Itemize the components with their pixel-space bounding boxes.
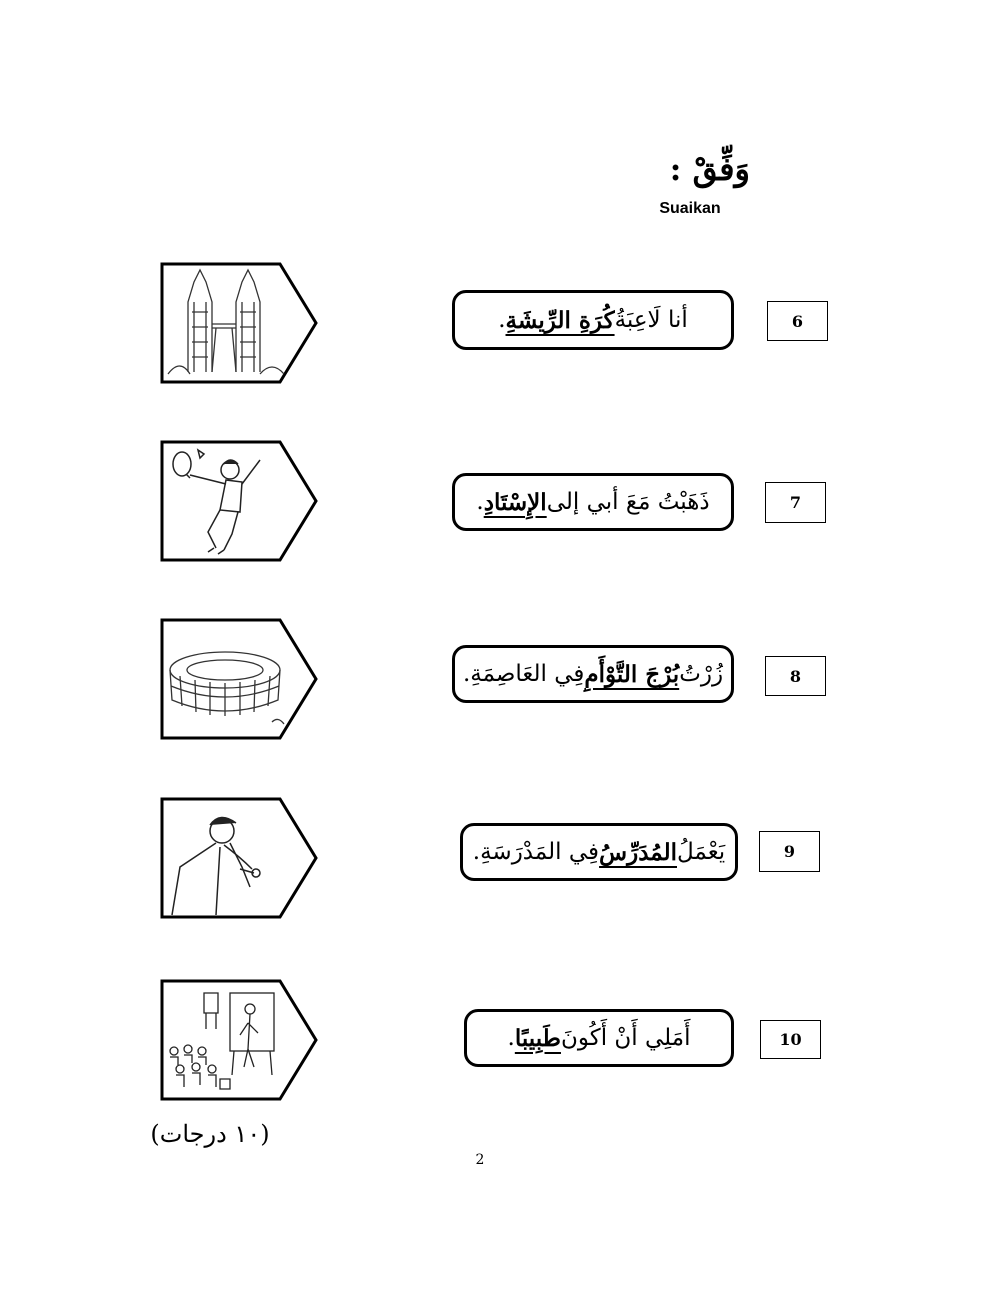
picture-card-doctor[interactable] xyxy=(160,797,320,919)
answer-box-8[interactable]: 8 xyxy=(765,656,826,696)
picture-card-twin-towers[interactable] xyxy=(160,262,320,384)
stadium-icon xyxy=(160,618,320,740)
sentence-box-10[interactable] xyxy=(464,1009,734,1067)
sentence-keyword: بُرْجَ التَّوْأَمِ xyxy=(584,660,680,688)
sentence-part: . xyxy=(476,489,484,515)
score-label: (١٠ درجات) xyxy=(150,1120,270,1148)
sentence-keyword: الإِسْتَادِ xyxy=(483,488,547,516)
page-title: وَفِّقْ : xyxy=(669,150,750,188)
sentence-part: زُرْتُ xyxy=(679,661,724,687)
sentence-box-8[interactable] xyxy=(452,645,734,703)
page-subtitle: Suaikan xyxy=(659,200,721,217)
picture-card-classroom[interactable] xyxy=(160,979,320,1101)
answer-box-10[interactable]: 10 xyxy=(760,1020,821,1059)
sentence-part: يَعْمَلُ xyxy=(677,839,726,865)
sentence-part: . xyxy=(507,1025,515,1051)
sentence-keyword: المُدَرِّسُ xyxy=(599,838,677,866)
answer-box-7[interactable]: 7 xyxy=(765,482,826,523)
teacher-classroom-icon xyxy=(160,979,320,1101)
sentence-box-6[interactable] xyxy=(452,290,734,350)
sentence-box-7[interactable] xyxy=(452,473,734,531)
sentence-part: . xyxy=(498,307,506,333)
doctor-icon xyxy=(160,797,320,919)
page-number: 2 xyxy=(475,1152,485,1168)
sentence-part: فِي العَاصِمَةِ. xyxy=(462,661,585,687)
sentence-part: أَمَلِي أَنْ أَكُونَ xyxy=(560,1025,691,1051)
sentence-part: فِي المَدْرَسَةِ. xyxy=(472,839,600,865)
sentence-box-9[interactable] xyxy=(460,823,738,881)
sentence-keyword: طَبِيبًا xyxy=(514,1024,561,1052)
sentence-keyword: كُرَةِ الرِّيشَةِ xyxy=(505,306,615,334)
sentence-part: ذَهَبْتُ مَعَ أبي إلى xyxy=(546,489,710,515)
twin-towers-icon xyxy=(160,262,320,384)
sentence-part: أنا لَاعِبَةُ xyxy=(614,307,688,333)
picture-card-stadium[interactable] xyxy=(160,618,320,740)
answer-box-9[interactable]: 9 xyxy=(759,831,820,872)
badminton-player-icon xyxy=(160,440,320,562)
answer-box-6[interactable]: 6 xyxy=(767,301,828,341)
picture-card-badminton[interactable] xyxy=(160,440,320,562)
